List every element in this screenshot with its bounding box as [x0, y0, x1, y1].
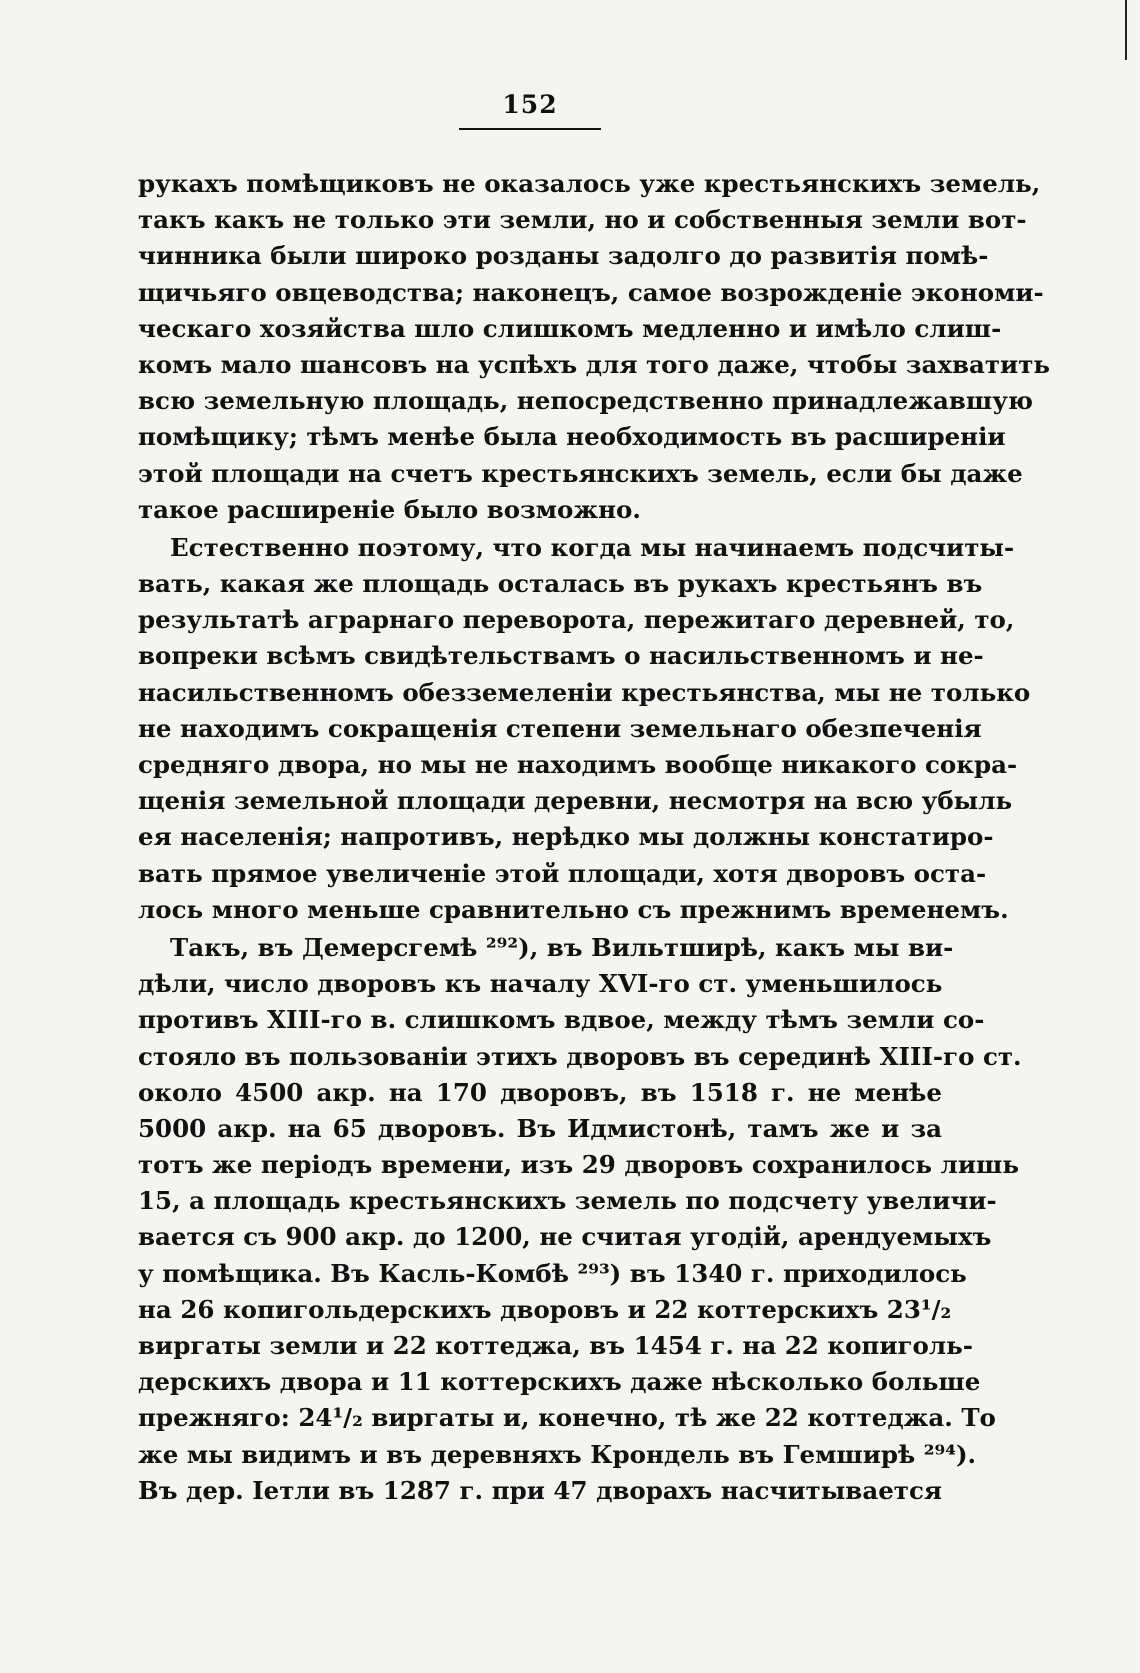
text-line: тотъ же періодъ времени, изъ 29 дворовъ сохранилось лишь [138, 1150, 1019, 1180]
text-line: стояло въ пользованіи этихъ дворовъ въ серединѣ XIII-го ст. [138, 1041, 1022, 1071]
text-line: вопреки всѣмъ свидѣтельствамъ о насильственномъ и не- [138, 641, 984, 671]
text-line: вать, какая же площадь осталась въ рукахъ крестьянъ въ [138, 569, 983, 599]
text-line: ческаго хозяйства шло слишкомъ медленно и имѣло слиш- [138, 313, 1002, 343]
page-edge-mark [1125, 0, 1127, 60]
text-line: насильственномъ обезземеленіи крестьянства, мы не только [138, 677, 1031, 707]
text-line: Въ дер. Іетли въ 1287 г. при 47 дворахъ насчитывается [138, 1475, 942, 1505]
text-line: такъ какъ не только эти земли, но и собственныя земли вот- [138, 205, 1027, 235]
text-line: Естественно поэтому, что когда мы начинаемъ подсчиты- [170, 532, 1015, 562]
text-line: щичьяго овцеводства; наконецъ, самое возрожденіе экономи- [138, 277, 1044, 307]
text-line: Такъ, въ Демерсгемѣ ²⁹²), въ Вильтширѣ, какъ мы ви- [170, 932, 954, 962]
text-line: чинника были широко розданы задолго до развитія помѣ- [138, 241, 989, 271]
text-line: дѣли, число дворовъ къ началу XVI-го ст. уменьшилось [138, 969, 943, 999]
text-line: всю земельную площадь, непосредственно принадлежавшую [138, 386, 1034, 416]
text-line: около 4500 акр. на 170 дворовъ, въ 1518 г. не менѣе [138, 1077, 942, 1107]
text-line: не находимъ сокращенія степени земельнаго обезпеченія [138, 713, 982, 743]
text-line: результатѣ аграрнаго переворота, пережитаго деревней, то, [138, 605, 1015, 635]
paragraph-3 [138, 930, 1022, 1509]
text-line: ея населенія; напротивъ, нерѣдко мы должны констатиро- [138, 822, 994, 852]
text-line: у помѣщика. Въ Касль-Комбѣ ²⁹³) въ 1340 г. приходилось [138, 1258, 967, 1288]
text-line: прежняго: 24¹/₂ виргаты и, конечно, тѣ же 22 коттеджа. То [138, 1403, 996, 1433]
text-line: 5000 акр. на 65 дворовъ. Въ Идмистонѣ, тамъ же и за [138, 1113, 942, 1143]
text-line: на 26 копигольдерскихъ дворовъ и 22 коттерскихъ 23¹/₂ [138, 1294, 952, 1324]
text-line: рукахъ помѣщиковъ не оказалось уже крестьянскихъ земель, [138, 169, 1041, 198]
text-line: 15, а площадь крестьянскихъ земель по подсчету увеличи- [138, 1186, 997, 1216]
text-line: такое расширеніе было возможно. [138, 494, 641, 524]
page-number: 152 [502, 90, 558, 119]
text-line: помѣщику; тѣмъ менѣе была необходимость въ расширеніи [138, 422, 1006, 452]
text-line: средняго двора, но мы не находимъ вообще никакого сокра- [138, 750, 1018, 779]
text-line: же мы видимъ и въ деревняхъ Крондель въ Гемширѣ ²⁹⁴). [138, 1439, 977, 1469]
text-line: этой площади на счетъ крестьянскихъ земель, если бы даже [138, 458, 1023, 488]
text-line: противъ XIII-го в. слишкомъ вдвое, между тѣмъ земли со- [138, 1005, 985, 1035]
paragraph-2 [138, 530, 1031, 928]
text-line: щенія земельной площади деревни, несмотря на всю убыль [138, 786, 1013, 816]
page-number-rule [459, 128, 601, 130]
text-line: виргаты земли и 22 коттеджа, въ 1454 г. на 22 копиголь- [138, 1331, 973, 1360]
paragraph-1 [138, 166, 1051, 528]
text-line: комъ мало шансовъ на успѣхъ для того даже, чтобы захватить [138, 349, 1051, 379]
text-line: дерскихъ двора и 11 коттерскихъ даже нѣсколько больше [138, 1367, 981, 1397]
text-line: лось много меньше сравнительно съ прежнимъ временемъ. [138, 894, 1009, 924]
text-line: вать прямое увеличеніе этой площади, хотя дворовъ оста- [138, 858, 987, 888]
text-line: вается съ 900 акр. до 1200, не считая угодій, арендуемыхъ [138, 1222, 992, 1252]
body-text [138, 166, 1051, 1509]
